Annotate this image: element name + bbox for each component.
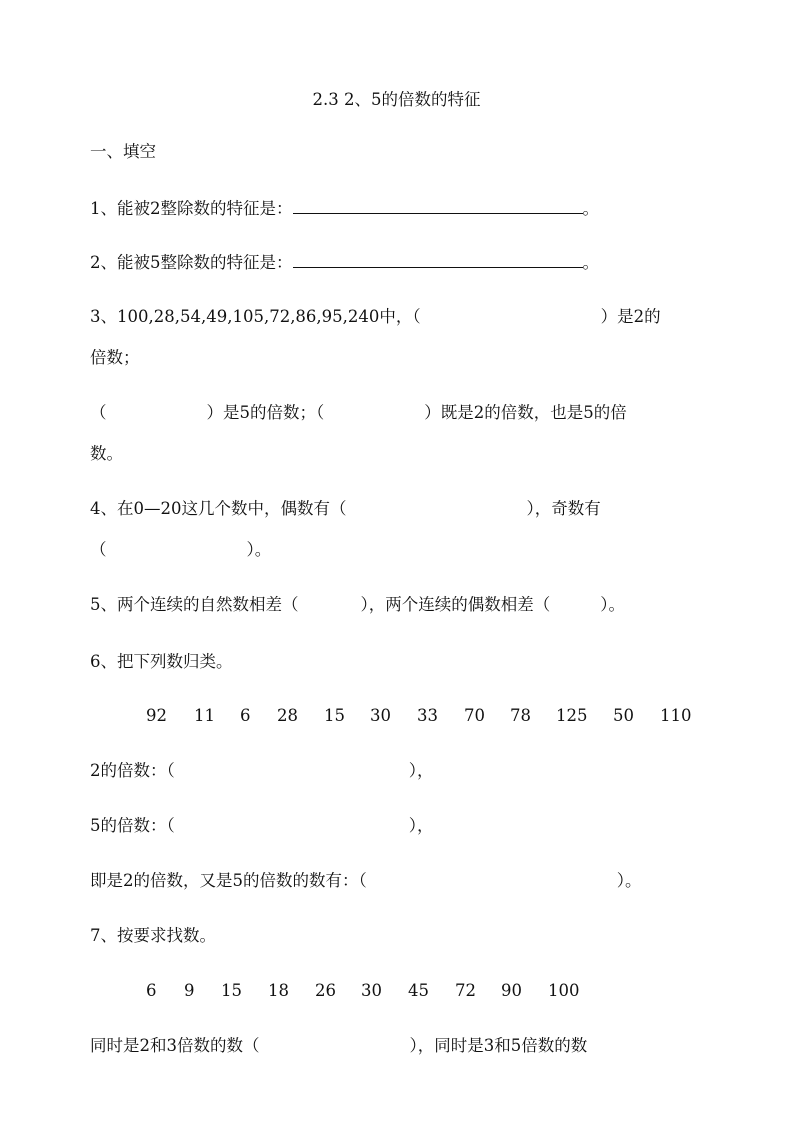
q7-text-2-and-3: 同时是2和3倍数的数（ — [90, 1036, 260, 1055]
q3-text-is-multiple-5: ）是5的倍数；（ — [206, 403, 325, 422]
q6-number: 110 — [660, 706, 692, 725]
question-6-prompt: 6、把下列数归类。 — [90, 652, 233, 671]
q6-label-5: 5的倍数：（ — [90, 816, 175, 835]
question-3-line-1 — [90, 305, 661, 329]
q6-number: 70 — [464, 706, 485, 725]
q7-number: 72 — [455, 981, 476, 1000]
q3-text-both: ）既是2的倍数，也是5的倍 — [424, 403, 627, 422]
q6-row-multiples-of-5 — [90, 814, 434, 838]
q1-prompt: 1、能被2整除数的特征是： — [90, 199, 293, 218]
q7-text-3-and-5: ），同时是3和5倍数的数 — [409, 1036, 588, 1055]
q3-number-list: 3、100,28,54,49,105,72,86,95,240中，（ — [90, 307, 421, 326]
q6-label-2: 2的倍数：（ — [90, 761, 175, 780]
q7-line — [90, 1034, 587, 1058]
question-3-line-3 — [90, 401, 627, 425]
q7-number: 6 — [146, 981, 157, 1000]
q1-period: 。 — [582, 199, 599, 218]
question-5 — [90, 593, 625, 617]
q1-answer-blank[interactable] — [293, 199, 583, 214]
q6-number: 78 — [510, 706, 531, 725]
q6-number: 30 — [370, 706, 391, 725]
q6-close-both: ）。 — [616, 871, 642, 890]
q7-number: 26 — [315, 981, 336, 1000]
question-7-prompt: 7、按要求找数。 — [90, 926, 216, 945]
q6-number: 125 — [556, 706, 588, 725]
q7-number: 45 — [408, 981, 429, 1000]
q6-number: 50 — [613, 706, 634, 725]
q4-close-paren: ）。 — [246, 540, 272, 559]
q2-period: 。 — [582, 253, 599, 272]
section-heading: 一、填空 — [90, 142, 156, 161]
q7-number: 90 — [501, 981, 522, 1000]
q6-row-multiples-of-both — [90, 869, 642, 893]
q5-text-natural: 5、两个连续的自然数相差（ — [90, 595, 299, 614]
q7-number: 9 — [184, 981, 195, 1000]
q6-number: 28 — [277, 706, 298, 725]
question-4-line-2 — [90, 538, 271, 562]
q5-text-even: ），两个连续的偶数相差（ — [360, 595, 551, 614]
question-4-line-1 — [90, 497, 601, 521]
question-2 — [90, 251, 599, 275]
q6-label-both: 即是2的倍数，又是5的倍数的数有：（ — [90, 871, 367, 890]
q6-number: 11 — [194, 706, 215, 725]
q7-number: 15 — [221, 981, 242, 1000]
q5-close: ）。 — [600, 595, 625, 614]
question-3-line-2: 倍数； — [90, 348, 140, 367]
q6-number: 92 — [146, 706, 167, 725]
q3-text-is-multiple-2: ）是2的 — [600, 307, 661, 326]
q6-row-multiples-of-2 — [90, 759, 434, 783]
q4-prompt: 4、在0—20这几个数中，偶数有（ — [90, 499, 347, 518]
q6-close-5: ）， — [408, 816, 434, 835]
q2-prompt: 2、能被5整除数的特征是： — [90, 253, 293, 272]
q6-number: 15 — [324, 706, 345, 725]
q6-number: 6 — [240, 706, 251, 725]
q6-number: 33 — [417, 706, 438, 725]
worksheet-title: 2.3 2、5的倍数的特征 — [312, 90, 481, 109]
q6-close-2: ）， — [408, 761, 434, 780]
question-3-line-4: 数。 — [90, 444, 123, 463]
question-1 — [90, 197, 599, 221]
q7-number: 30 — [361, 981, 382, 1000]
q4-text-odd: ），奇数有 — [526, 499, 601, 518]
q4-open-paren: （ — [90, 540, 107, 559]
q7-number: 100 — [548, 981, 580, 1000]
q3-open-paren: （ — [90, 403, 107, 422]
q7-number: 18 — [268, 981, 289, 1000]
q2-answer-blank[interactable] — [293, 253, 583, 268]
